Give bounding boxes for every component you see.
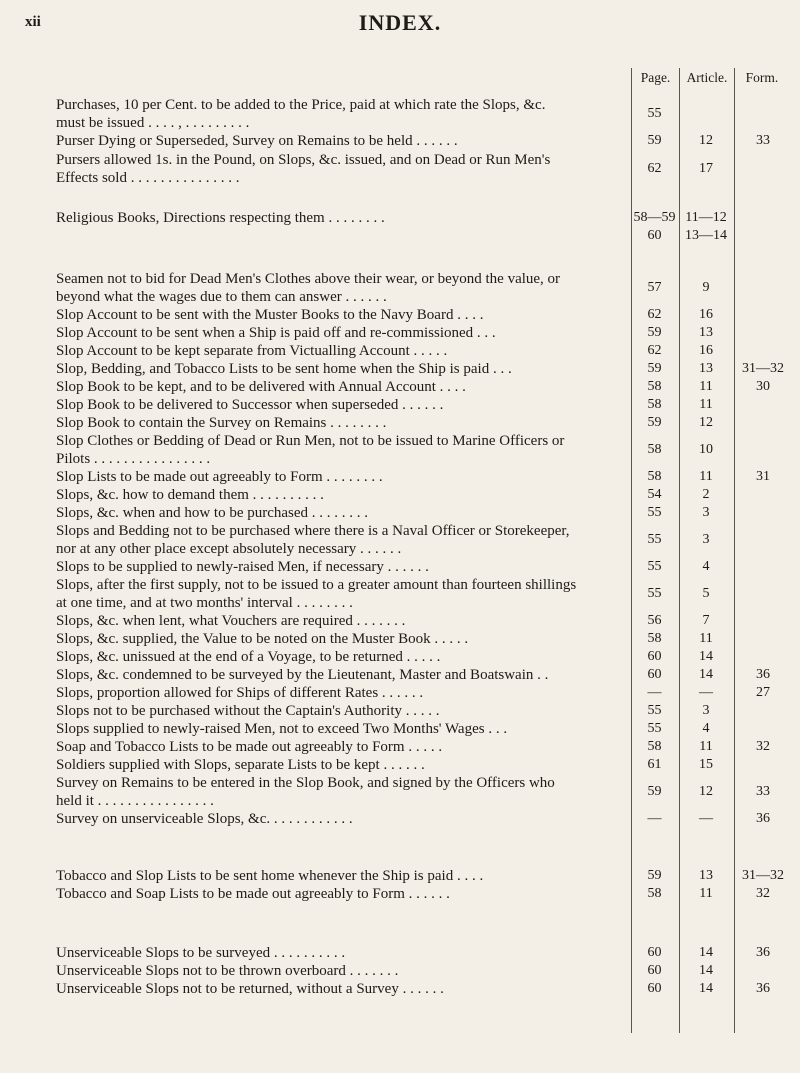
page-ref: 62 [647, 161, 662, 176]
page-ref: 58—59 60 [633, 210, 676, 243]
index-entry [0, 885, 800, 903]
entry-description [56, 468, 626, 486]
entry-description [56, 810, 626, 828]
index-entry [0, 684, 800, 702]
article-ref: 14 [699, 945, 713, 960]
entry-description [56, 962, 626, 980]
entry-line: Slop, Bedding, and Tobacco Lists to be sent home when the Ship is paid . . . [56, 361, 512, 377]
index-entry [0, 720, 800, 738]
entry-description [56, 558, 626, 576]
article-ref: 11 [699, 379, 713, 394]
entry-description [56, 306, 626, 324]
article-ref: — [699, 811, 713, 826]
article-ref: 11 [699, 739, 713, 754]
entry-line: Survey on Remains to be entered in the Slop Book, and signed by the Officers who [56, 775, 555, 791]
article-ref: 3 [702, 703, 710, 718]
entry-description [56, 432, 616, 468]
article-ref: 15 [699, 757, 713, 772]
page-ref: 60 [647, 963, 662, 978]
column-header-article: Article. [686, 70, 728, 85]
article-ref: 14 [699, 963, 713, 978]
article-ref: 11 [699, 397, 713, 412]
entry-description [56, 738, 626, 756]
entry-description [56, 576, 616, 612]
page-ref: 61 [647, 757, 662, 772]
entry-line: Purchases, 10 per Cent. to be added to the Price, paid at which rate the Slops, &c. [56, 97, 546, 113]
index-entry [0, 468, 800, 486]
form-ref: 36 [756, 811, 770, 826]
index-entry [0, 96, 800, 132]
entry-line: Slops, &c. unissued at the end of a Voyage, to be returned . . . . . [56, 649, 441, 665]
entry-line: Slops supplied to newly-raised Men, not to exceed Two Months' Wages . . . [56, 721, 508, 737]
entry-line: Slops, &c. when and how to be purchased . . . . . . . . [56, 505, 369, 521]
page-ref: 58 [647, 739, 662, 754]
page-ref: 59 [647, 784, 662, 799]
index-entry [0, 756, 800, 774]
form-ref: 33 [756, 133, 770, 148]
page-ref: 59 [647, 868, 662, 883]
page-ref: 55 [647, 505, 662, 520]
page-ref: 59 [647, 415, 662, 430]
entry-description [56, 684, 626, 702]
entry-description [56, 702, 626, 720]
page-ref: 55 [647, 586, 662, 601]
entry-line: Purser Dying or Superseded, Survey on Remains to be held . . . . . . [56, 133, 458, 149]
form-ref: 30 [756, 379, 770, 394]
entry-description [56, 486, 626, 504]
index-entry [0, 612, 800, 630]
index-entry [0, 944, 800, 962]
index-entry [0, 132, 800, 150]
page-ref: 59 [647, 325, 662, 340]
form-ref: 31—32 [742, 361, 784, 376]
article-ref: 12 [699, 784, 713, 799]
entry-description [56, 630, 626, 648]
entry-line: Slops, &c. when lent, what Vouchers are required . . . . . . . [56, 613, 406, 629]
page-ref: — [647, 811, 662, 826]
page-ref: — [647, 685, 662, 700]
page-ref: 55 [647, 532, 662, 547]
page-ref: 54 [647, 487, 662, 502]
page-ref: 58 [647, 886, 662, 901]
index-entry [0, 666, 800, 684]
entry-line: Effects sold . . . . . . . . . . . . . . . [56, 170, 240, 186]
entry-line: Slops not to be purchased without the Captain's Authority . . . . . [56, 703, 440, 719]
entry-line: Slops, after the first supply, not to be issued to a greater amount than fourteen shillings [56, 577, 577, 593]
entry-line: Slop Account to be kept separate from Victualling Account . . . . . [56, 343, 448, 359]
index-entry [0, 558, 800, 576]
entry-description [56, 151, 616, 187]
entry-line: Unserviceable Slops not to be returned, without a Survey . . . . . . [56, 981, 444, 997]
entry-line: Pursers allowed 1s. in the Pound, on Slops, &c. issued, and on Dead or Run Men's [56, 152, 551, 168]
index-entry [0, 151, 800, 187]
index-entry [0, 209, 800, 243]
index-entry [0, 360, 800, 378]
page-ref: 55 [647, 703, 662, 718]
entry-description [56, 666, 626, 684]
article-ref: 3 [702, 532, 710, 547]
index-entry [0, 648, 800, 666]
entry-line: Unserviceable Slops not to be thrown overboard . . . . . . . [56, 963, 399, 979]
column-headers [0, 70, 800, 90]
form-ref: 36 [756, 945, 770, 960]
entry-line: at one time, and at two months' interval . . . . . . . . [56, 595, 353, 611]
entry-line: nor at any other place except absolutely necessary . . . . . . [56, 541, 402, 557]
form-ref: 32 [756, 739, 770, 754]
index-entry [0, 342, 800, 360]
form-ref: 31 [756, 469, 770, 484]
page-ref: 60 [647, 667, 662, 682]
entry-description [56, 980, 626, 998]
article-ref: 13 [699, 325, 713, 340]
entry-line: Slop Book to be delivered to Successor when superseded . . . . . . [56, 397, 444, 413]
entry-line: Slop Clothes or Bedding of Dead or Run Men, not to be issued to Marine Officers or [56, 433, 565, 449]
entry-line: Survey on unserviceable Slops, &c. . . . . . . . . . . . [56, 811, 353, 827]
entry-line: Soap and Tobacco Lists to be made out agreeably to Form . . . . . [56, 739, 443, 755]
index-entry [0, 630, 800, 648]
entry-description [56, 396, 626, 414]
page-ref: 62 [647, 343, 662, 358]
page-ref: 55 [647, 559, 662, 574]
entry-line: Slops and Bedding not to be purchased where there is a Naval Officer or Storekeeper, [56, 523, 570, 539]
entry-description [56, 342, 626, 360]
page-ref: 58 [647, 631, 662, 646]
index-entry [0, 270, 800, 306]
entry-description [56, 360, 626, 378]
page-title: INDEX. [358, 10, 442, 35]
article-ref: 7 [702, 613, 710, 628]
article-ref: 3 [702, 505, 710, 520]
entry-description [56, 774, 616, 810]
article-ref: 16 [699, 343, 713, 358]
entry-line: Religious Books, Directions respecting them . . . . . . . . [56, 210, 385, 226]
entry-line: Soldiers supplied with Slops, separate Lists to be kept . . . . . . [56, 757, 425, 773]
article-ref: 11—12 13—14 [685, 210, 727, 243]
index-entry [0, 810, 800, 828]
index-entry [0, 522, 800, 558]
index-entry [0, 980, 800, 998]
article-ref: 14 [699, 667, 713, 682]
entry-description [56, 132, 626, 150]
index-entry [0, 504, 800, 522]
index-entry [0, 486, 800, 504]
article-ref: 12 [699, 133, 713, 148]
entry-line: Unserviceable Slops to be surveyed . . . . . . . . . . [56, 945, 346, 961]
entry-description [56, 720, 626, 738]
entry-line: Slop Account to be sent with the Muster Books to the Navy Board . . . . [56, 307, 484, 323]
entry-description [56, 756, 626, 774]
entry-line: Slop Lists to be made out agreeably to Form . . . . . . . . [56, 469, 383, 485]
page-ref: 60 [647, 649, 662, 664]
article-ref: — [699, 685, 713, 700]
entry-line: Tobacco and Slop Lists to be sent home whenever the Ship is paid . . . . [56, 868, 484, 884]
entry-line: Slops, &c. how to demand them . . . . . . . . . . [56, 487, 324, 503]
article-ref: 2 [702, 487, 710, 502]
entry-line: held it . . . . . . . . . . . . . . . . [56, 793, 214, 809]
article-ref: 14 [699, 649, 713, 664]
index-entry [0, 867, 800, 885]
article-ref: 10 [699, 442, 713, 457]
index-entry [0, 774, 800, 810]
article-ref: 13 [699, 361, 713, 376]
page-ref: 57 [647, 280, 662, 295]
article-ref: 11 [699, 886, 713, 901]
index-entry [0, 324, 800, 342]
entry-description [56, 378, 626, 396]
page-ref: 58 [647, 442, 662, 457]
entry-line: Seamen not to bid for Dead Men's Clothes above their wear, or beyond the value, or [56, 271, 561, 287]
entry-line: Slop Book to be kept, and to be delivered with Annual Account . . . . [56, 379, 466, 395]
entry-description [56, 96, 616, 132]
index-entry [0, 414, 800, 432]
entry-line: Slops, proportion allowed for Ships of different Rates . . . . . . [56, 685, 424, 701]
page-ref: 60 [647, 945, 662, 960]
page-ref: 59 [647, 361, 662, 376]
page-ref: 56 [647, 613, 662, 628]
entry-description [56, 867, 626, 885]
article-ref: 11 [699, 469, 713, 484]
article-ref: 12 [699, 415, 713, 430]
article-ref: 13 [699, 868, 713, 883]
form-ref: 36 [756, 981, 770, 996]
column-header-page: Page. [640, 70, 671, 85]
index-entry [0, 702, 800, 720]
entry-description [56, 612, 626, 630]
entry-line: Slops to be supplied to newly-raised Men, if necessary . . . . . . [56, 559, 429, 575]
entry-description [56, 522, 616, 558]
entry-line: beyond what the wages due to them can answer . . . . . . [56, 289, 387, 305]
entry-line: Pilots . . . . . . . . . . . . . . . . [56, 451, 211, 467]
article-ref: 9 [702, 280, 710, 295]
entry-line: Slops, &c. condemned to be surveyed by the Lieutenant, Master and Boatswain . . [56, 667, 549, 683]
index-entry [0, 576, 800, 612]
article-ref: 4 [702, 721, 710, 736]
page-ref: 58 [647, 397, 662, 412]
entry-description [56, 209, 626, 227]
form-ref: 32 [756, 886, 770, 901]
form-ref: 36 [756, 667, 770, 682]
form-ref: 31—32 [742, 868, 784, 883]
column-header-form: Form. [745, 70, 779, 85]
form-ref: 33 [756, 784, 770, 799]
index-entry [0, 396, 800, 414]
page-number: xii [25, 14, 41, 30]
page-ref: 58 [647, 379, 662, 394]
entry-description [56, 270, 616, 306]
page-ref: 59 [647, 133, 662, 148]
entry-description [56, 504, 626, 522]
index-entry [0, 738, 800, 756]
entry-description [56, 885, 626, 903]
form-ref: 27 [756, 685, 770, 700]
page-ref: 58 [647, 469, 662, 484]
entry-line: Slop Book to contain the Survey on Remains . . . . . . . . [56, 415, 387, 431]
article-ref: 14 [699, 981, 713, 996]
entry-line: Tobacco and Soap Lists to be made out agreeably to Form . . . . . . [56, 886, 450, 902]
article-ref: 5 [702, 586, 710, 601]
entry-description [56, 414, 626, 432]
index-entry [0, 378, 800, 396]
page-ref: 55 [647, 721, 662, 736]
page-ref: 60 [647, 981, 662, 996]
article-ref: 16 [699, 307, 713, 322]
entry-line: Slops, &c. supplied, the Value to be noted on the Muster Book . . . . . [56, 631, 469, 647]
page-ref: 62 [647, 307, 662, 322]
entry-description [56, 324, 626, 342]
entry-line: Slop Account to be sent when a Ship is paid off and re-commissioned . . . [56, 325, 496, 341]
article-ref: 11 [699, 631, 713, 646]
entry-description [56, 648, 626, 666]
entry-description [56, 944, 626, 962]
index-entry [0, 306, 800, 324]
index-entry [0, 432, 800, 468]
article-ref: 4 [702, 559, 710, 574]
index-entry [0, 962, 800, 980]
article-ref: 17 [699, 161, 713, 176]
page-ref: 55 [647, 106, 662, 121]
entry-line: must be issued . . . . , . . . . . . . . . [56, 115, 250, 131]
